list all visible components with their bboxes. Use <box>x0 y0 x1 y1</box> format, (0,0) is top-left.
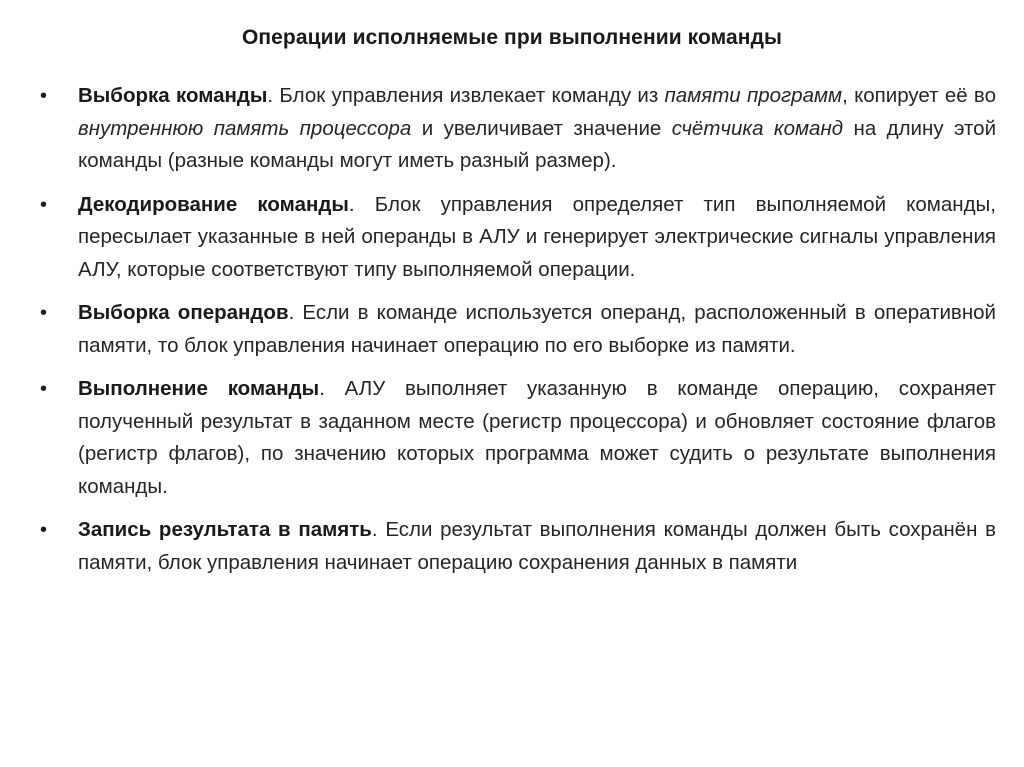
item-text: на длину этой команды (разные команды могут иметь разный размер). <box>78 116 997 172</box>
item-text: и увеличивает значение <box>411 116 672 140</box>
list-item <box>40 189 996 287</box>
list-item <box>40 373 996 503</box>
item-term: Декодирование команды <box>78 192 349 216</box>
bullet-icon: • <box>40 378 48 400</box>
list-item <box>40 80 996 178</box>
bullet-icon: • <box>40 193 48 216</box>
bullet-icon: • <box>40 519 48 541</box>
item-term: Выполнение команды <box>78 377 320 400</box>
bullet-icon: • <box>40 85 48 107</box>
page-title: Операции исполняемые при выполнении команды <box>241 26 783 49</box>
item-term: Выборка операндов <box>78 301 289 324</box>
list-item <box>40 297 996 362</box>
item-text-italic: счётчика команд <box>671 116 844 140</box>
operations-list <box>40 80 996 590</box>
item-text: . Если результат выполнения команды должен быть сохранён в памяти, блок управления начинает операцию сохранения данных в памяти <box>78 518 996 574</box>
item-text: . Если в команде используется операнд, расположенный в оперативной памяти, то блок управления начинает операцию по его выборке из памяти. <box>78 301 996 357</box>
bullet-icon: • <box>40 302 48 324</box>
item-text-italic: внутреннюю память процессора <box>78 116 412 140</box>
item-text: . Блок управления извлекает команду из <box>267 84 665 107</box>
item-term: Запись результата в память <box>78 518 372 541</box>
item-text: . Блок управления определяет тип выполняемой команды, пересылает указанные в ней операнды в АЛУ и генерирует электрические сигналы управления АЛУ, которые соответствуют типу выполняемой операции. <box>78 192 996 281</box>
list-item <box>40 514 996 579</box>
item-text-italic: памяти программ <box>664 84 843 107</box>
item-text: . АЛУ выполняет указанную в команде операцию, сохраняет полученный результат в заданном месте (регистр процессора) и обновляет состояние флагов (регистр флагов), по значению которых программа может судить о результате выполнения команды. <box>78 377 996 498</box>
item-term: Выборка команды <box>78 84 268 107</box>
item-text: , копирует её во <box>842 84 996 107</box>
